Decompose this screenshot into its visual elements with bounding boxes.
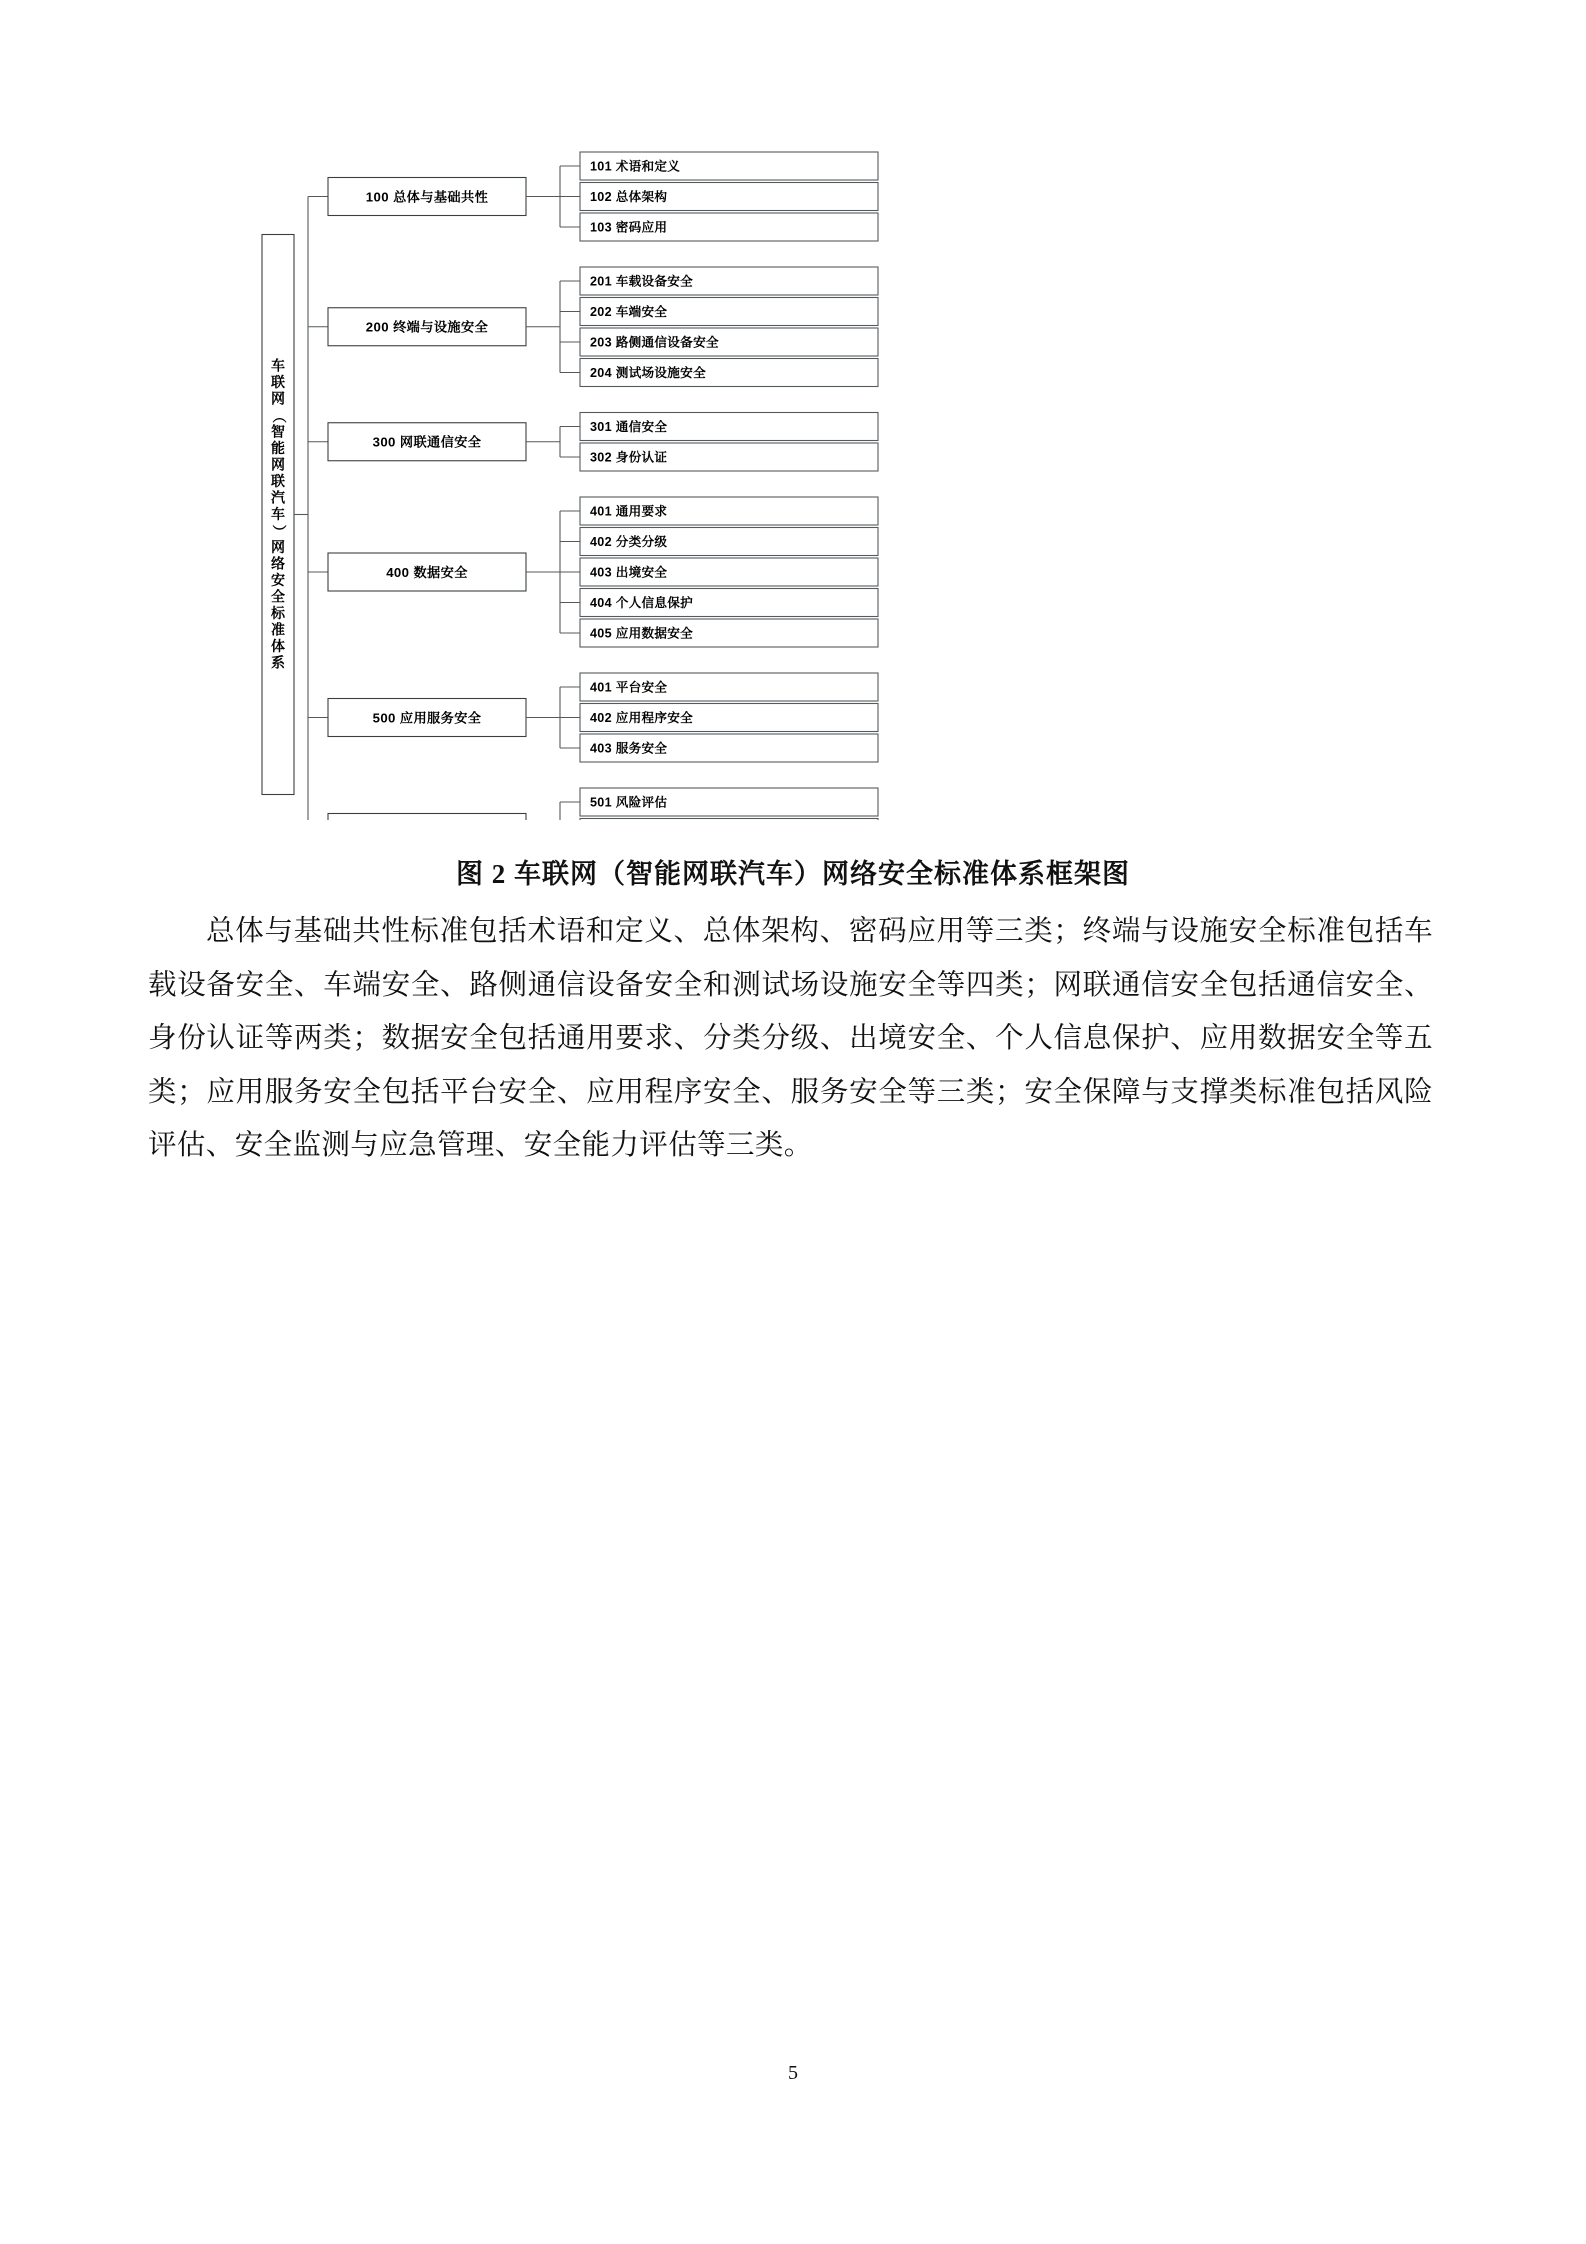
svg-text:203 路侧通信设备安全: 203 路侧通信设备安全: [590, 335, 719, 350]
svg-text:安: 安: [271, 574, 285, 590]
svg-text:301 通信安全: 301 通信安全: [590, 420, 668, 435]
svg-text:体: 体: [271, 640, 285, 656]
svg-text:车: 车: [271, 508, 285, 524]
svg-text:201 车载设备安全: 201 车载设备安全: [590, 274, 694, 289]
svg-text:网: 网: [271, 458, 285, 474]
svg-text:101 术语和定义: 101 术语和定义: [590, 159, 681, 174]
svg-text:车: 车: [271, 359, 285, 375]
svg-text:100 总体与基础共性: 100 总体与基础共性: [365, 189, 489, 205]
svg-text:404 个人信息保护: 404 个人信息保护: [590, 596, 694, 611]
svg-text:403 出境安全: 403 出境安全: [590, 565, 668, 580]
svg-text:能: 能: [271, 442, 285, 458]
svg-text:网: 网: [271, 392, 285, 408]
svg-text:汽: 汽: [271, 491, 285, 507]
svg-text:403 服务安全: 403 服务安全: [590, 741, 668, 756]
svg-text:全: 全: [271, 590, 285, 606]
svg-text:302 身份认证: 302 身份认证: [590, 450, 668, 465]
svg-text:402 应用程序安全: 402 应用程序安全: [590, 711, 694, 726]
svg-text:401 平台安全: 401 平台安全: [590, 680, 668, 695]
svg-text:501 风险评估: 501 风险评估: [590, 795, 668, 810]
svg-text:（: （: [270, 409, 285, 424]
svg-text:400 数据安全: 400 数据安全: [386, 564, 468, 580]
svg-text:系: 系: [271, 656, 285, 672]
svg-text:200 终端与设施安全: 200 终端与设施安全: [365, 319, 489, 335]
svg-text:402 分类分级: 402 分类分级: [590, 535, 668, 550]
svg-text:103 密码应用: 103 密码应用: [590, 220, 668, 235]
svg-text:202 车端安全: 202 车端安全: [590, 305, 668, 320]
svg-text:准: 准: [271, 623, 285, 639]
standards-framework-diagram: [250, 140, 890, 820]
svg-text:联: 联: [271, 475, 285, 491]
body-paragraph: 总体与基础共性标准包括术语和定义、总体架构、密码应用等三类；终端与设施安全标准包括车载设备安全、车端安全、路侧通信设备安全和测试场设施安全等四类；网联通信安全包括通信安全、身份认证等两类；数据安全包括通用要求、分类分级、出境安全、个人信息保护、应用数据安全等五类；应用服务安全包括平台安全、应用程序安全、服务安全等三类；安全保障与支撑类标准包括风险评估、安全监测与应急管理、安全能力评估等三类。: [148, 916, 1433, 1161]
svg-text:405 应用数据安全: 405 应用数据安全: [590, 626, 694, 641]
svg-text:500 应用服务安全: 500 应用服务安全: [372, 710, 482, 726]
figure-caption: 图 2 车联网（智能网联汽车）网络安全标准体系框架图: [456, 859, 1130, 889]
svg-text:网: 网: [271, 541, 285, 557]
svg-text:联: 联: [271, 376, 285, 392]
svg-text:络: 络: [271, 557, 285, 573]
svg-text:标: 标: [271, 607, 285, 623]
svg-text:）: ）: [270, 524, 285, 539]
svg-text:204 测试场设施安全: 204 测试场设施安全: [590, 366, 706, 381]
page-number: 5: [788, 2062, 798, 2084]
svg-text:401 通用要求: 401 通用要求: [590, 504, 668, 519]
svg-text:300 网联通信安全: 300 网联通信安全: [372, 434, 482, 450]
svg-text:102 总体架构: 102 总体架构: [590, 190, 668, 205]
svg-text:智: 智: [271, 425, 285, 441]
diagram-canvas: [250, 140, 890, 820]
